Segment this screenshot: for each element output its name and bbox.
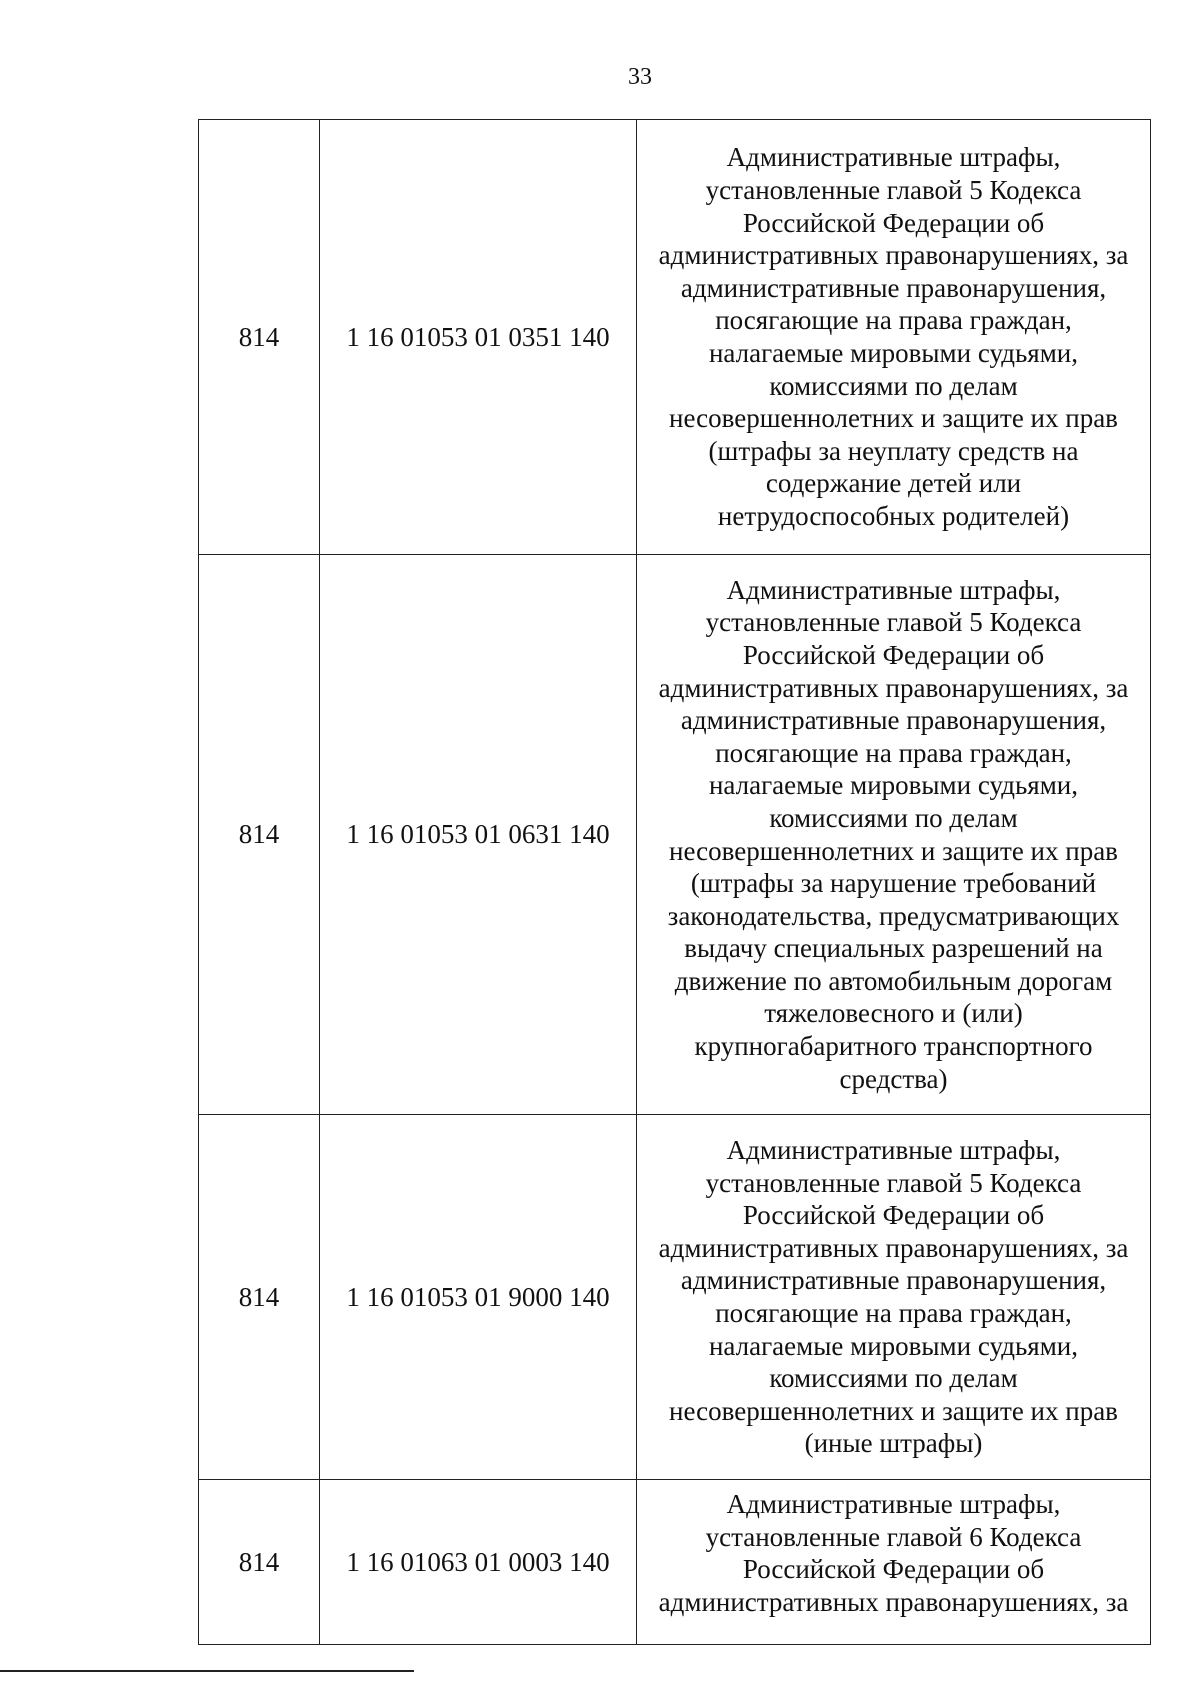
page-number: 33 [628,64,652,90]
description-line: тяжеловесного и (или) [764,998,1023,1029]
kbk-code-cell: 1 16 01053 01 0351 140 [320,120,637,555]
description-line: административные правонарушения, [680,705,1107,736]
admin-code-cell: 814 [199,120,320,555]
table-row [199,1480,1151,1645]
description-line: движение по автомобильным дорогам [674,965,1113,996]
description-line: комиссиями по делам [769,802,1018,833]
kbk-code-cell: 1 16 01063 01 0003 140 [320,1480,637,1645]
description-cell [637,1480,1151,1645]
description-line: установленные главой 5 Кодекса [705,607,1082,638]
kbk-code-cell: 1 16 01053 01 9000 140 [320,1115,637,1480]
admin-code-cell: 814 [199,1115,320,1480]
description-line: административных правонарушениях, за [658,240,1129,271]
description-line: посягающие на права граждан, [715,1298,1072,1328]
description-line: нетрудоспособных родителей) [717,500,1070,531]
footnote-rule [0,1670,414,1672]
description-line: Российской Федерации об [742,1554,1045,1585]
description-cell [637,555,1151,1115]
description-line: законодательства, предусматривающих [667,900,1120,931]
description-line: средства) [839,1063,948,1094]
description-line: (штрафы за нарушение требований [690,868,1097,899]
description-line: налагаемые мировыми судьями, [708,770,1079,801]
description-line: комиссиями по делам [769,1363,1018,1394]
description-line: (иные штрафы) [804,1428,983,1459]
description-line: (штрафы за неуплату средств на [708,435,1079,466]
description-line: установленные главой 5 Кодекса [705,1167,1082,1198]
description-line: комиссиями по делам [769,370,1018,401]
description-line: несовершеннолетних и защите их прав [669,403,1118,434]
description-line: административные правонарушения, [680,272,1107,303]
budget-classification-table [198,119,1151,1645]
table-row [199,120,1151,555]
description-line: административных правонарушениях, за [658,1586,1129,1617]
description-line: несовершеннолетних и защите их прав [669,1395,1118,1426]
description-line: крупногабаритного транспортного [694,1031,1093,1062]
description-line: выдачу специальных разрешений на [684,933,1103,964]
admin-code-cell: 814 [199,555,320,1115]
description-line: Административные штрафы, [726,1489,1061,1519]
description-line: административных правонарушениях, за [658,672,1129,703]
description-line: административные правонарушения, [680,1265,1107,1296]
description-line: посягающие на права граждан, [715,737,1072,768]
description-line: посягающие на права граждан, [715,305,1072,336]
description-line: Российской Федерации об [742,1200,1045,1231]
description-line: Административные штрафы, [726,1135,1061,1166]
admin-code-cell: 814 [199,1480,320,1645]
description-line: Российской Федерации об [742,639,1045,670]
description-line: установленные главой 5 Кодекса [705,175,1082,206]
description-line: несовершеннолетних и защите их прав [669,835,1118,866]
table-row [199,1115,1151,1480]
description-line: Российской Федерации об [742,207,1045,238]
description-line: налагаемые мировыми судьями, [708,338,1079,368]
description-line: установленные главой 6 Кодекса [705,1521,1082,1552]
description-line: содержание детей или [765,468,1022,499]
description-line: налагаемые мировыми судьями, [708,1330,1079,1361]
table-row [199,555,1151,1115]
kbk-code-cell: 1 16 01053 01 0631 140 [320,555,637,1115]
description-cell [637,120,1151,555]
description-line: Административные штрафы, [726,574,1061,605]
description-cell [637,1115,1151,1480]
description-line: административных правонарушениях, за [658,1232,1129,1263]
description-line: Административные штрафы, [726,142,1061,173]
